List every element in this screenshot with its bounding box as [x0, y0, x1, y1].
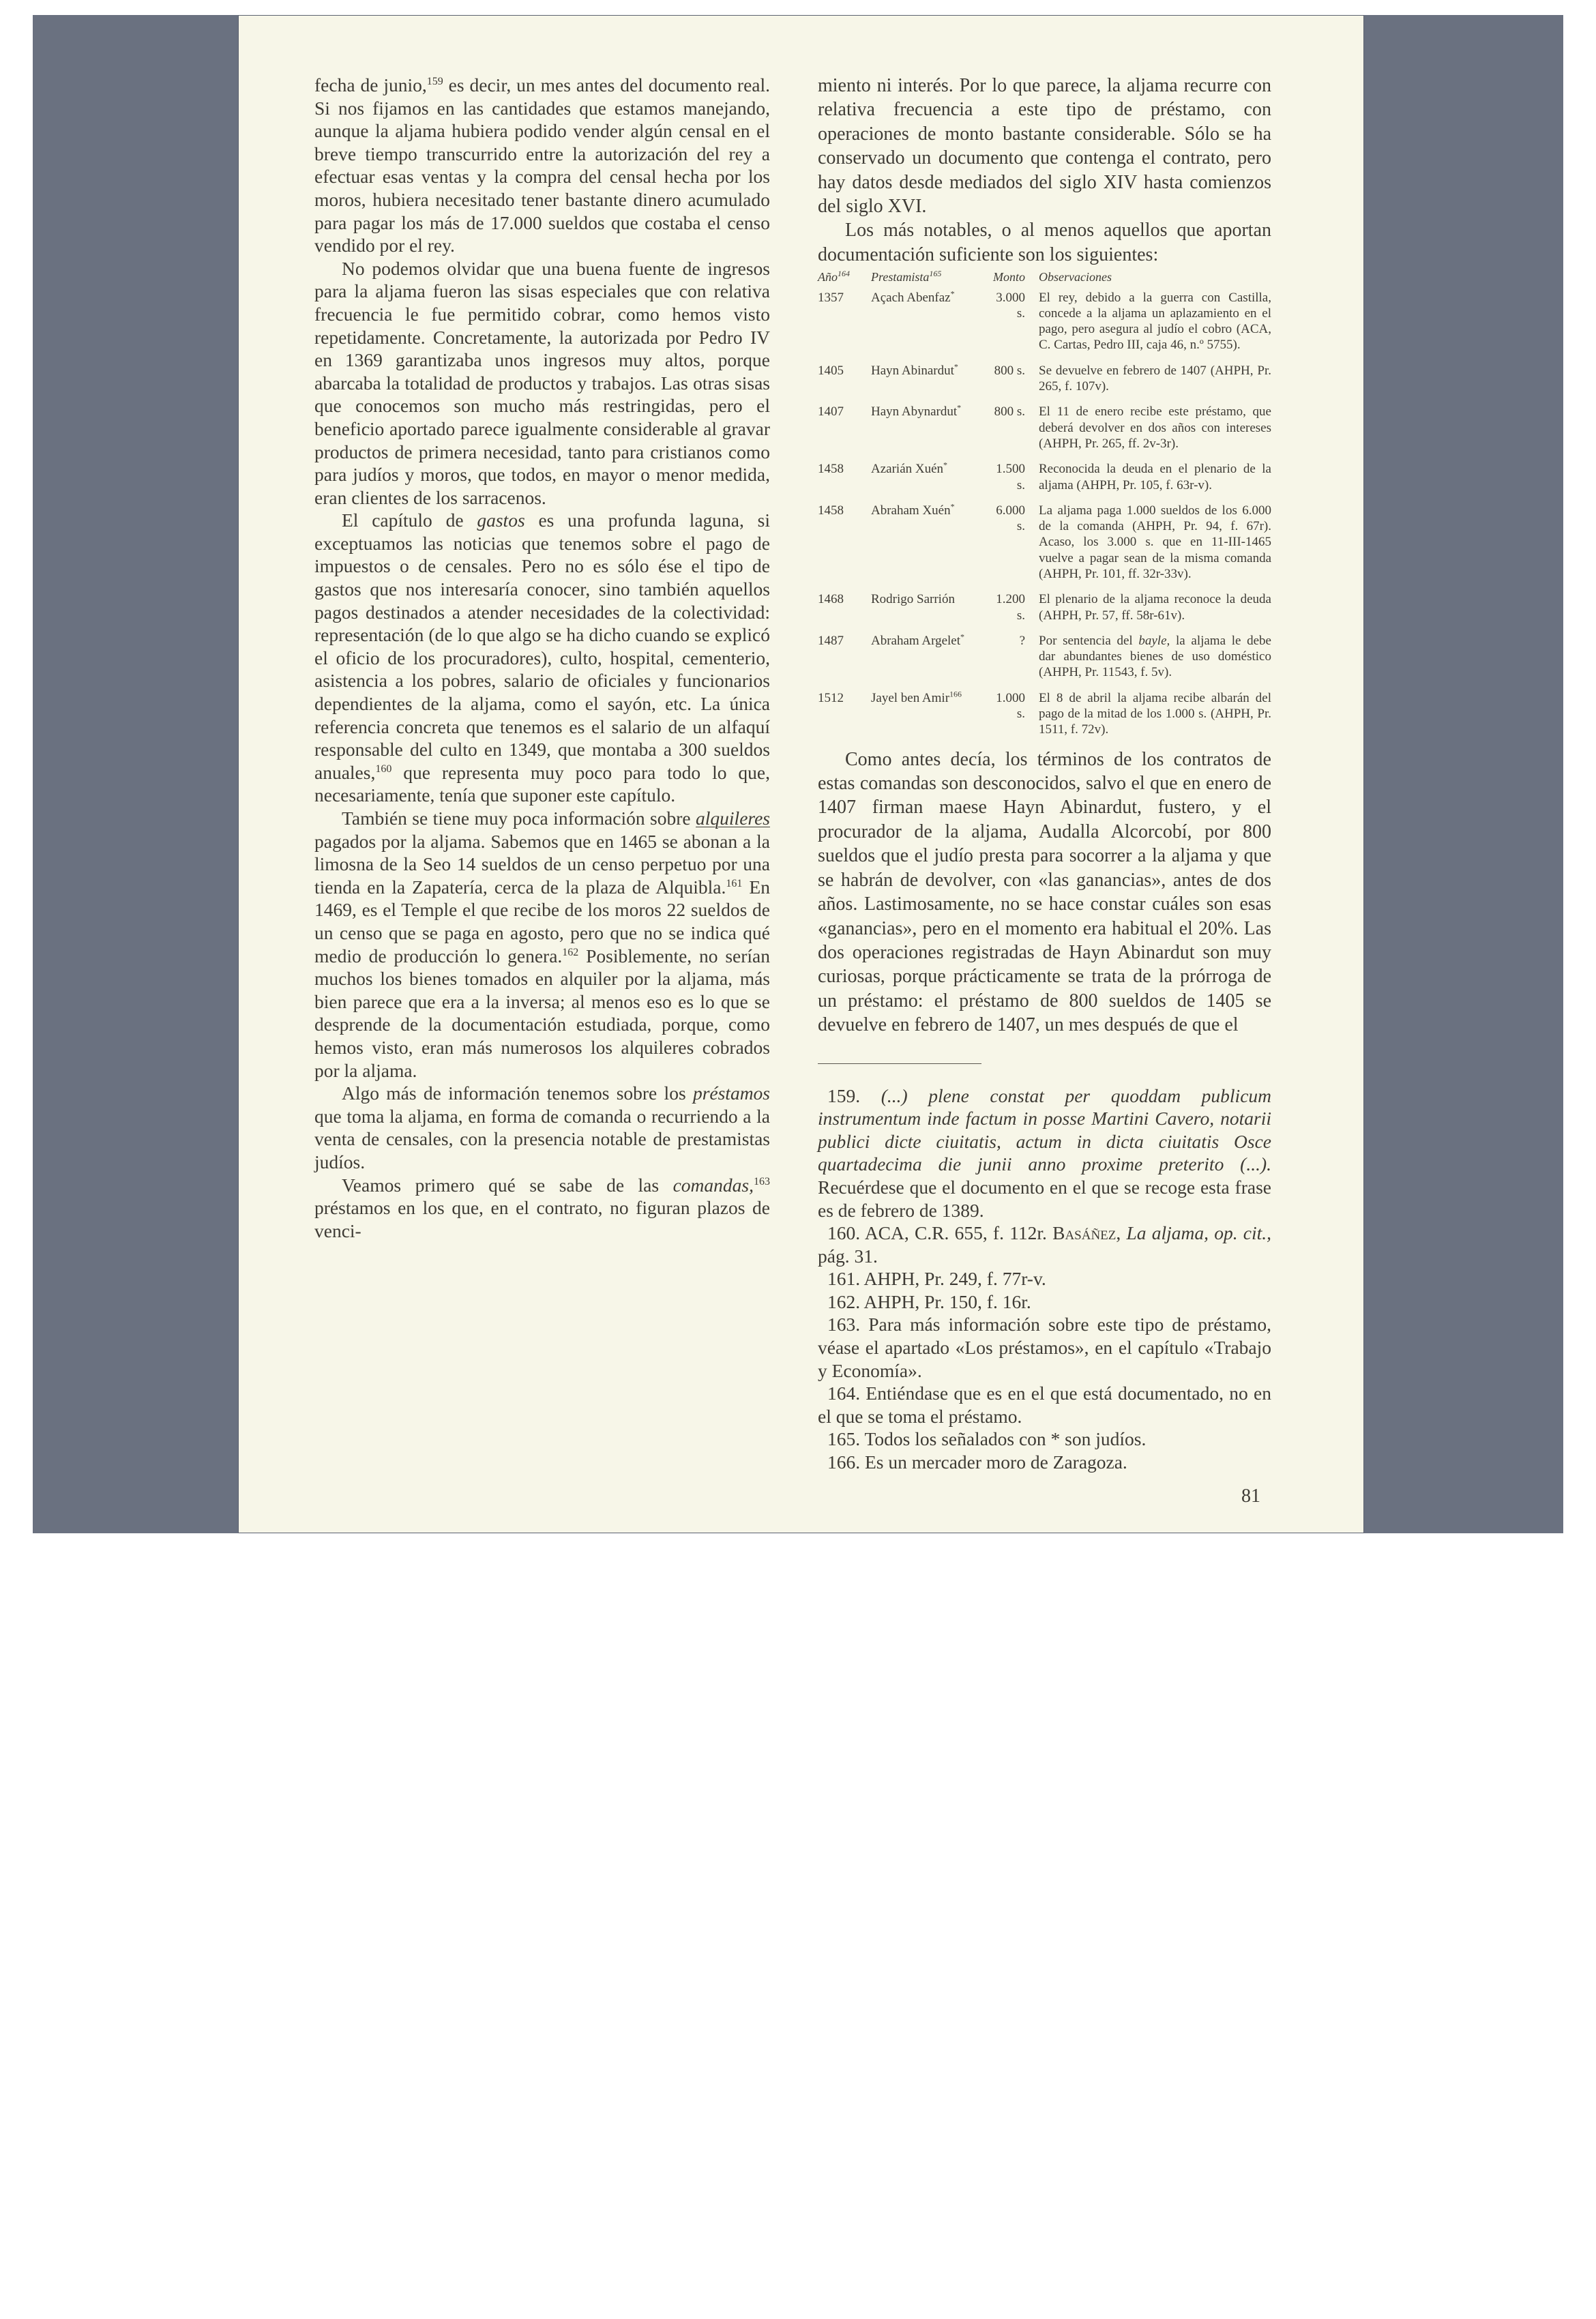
left-column [314, 74, 770, 1242]
footnote: 165. Todos los señalados con * son judíos. [827, 1428, 1147, 1450]
paragraph: No podemos olvidar que una buena fuente de ingresos para la aljama fueron las sisas especiales que con relativa frecuencia le fue permitido cobrar, como hemos visto repetidamente. Concretamente, la autorizada por Pedro IV en 1369 garantizaba unos ingresos muy altos, porque abarcaba la totalidad de productos y trabajos. Las otras sisas que conocemos son mucho más restringidas, pero el beneficio aportado parece igualmente considerable al gravar productos de primera necesidad, tanto para cristianos como para judíos y moros, que todos, en mayor o menor medida, eran clientes de los sarracenos. [314, 257, 770, 508]
col-header-year: Año$^{164}$ [818, 269, 850, 284]
table-row: 1458 Abraham Xuén* 6.000 s. La aljama paga 1.000 sueldos de los 6.000 de la comanda (AHPH, Pr. 94, f. 67r). Acaso, los 3.000 s. que en 11-III-1465 vuelve a pagar sean de la misma comanda (AHPH, Pr. 101, ff. 32r-33v). [818, 501, 1271, 581]
table-header-row [818, 269, 1271, 289]
footnote: 160. ACA, C.R. 655, f. 112r. Basáñez, La aljama, op. cit., pág. 31. [818, 1222, 1272, 1267]
table-row: 1487 Abraham Argelet* ? Por sentencia del bayle, la aljama le debe dar abundantes bienes de uso doméstico (AHPH, Pr. 11543, f. 5v). [818, 632, 1271, 680]
footnote: 164. Entiéndase que es en el que está documentado, no en el que se toma el préstamo. [818, 1383, 1271, 1427]
table-row: 1407 Hayn Abynardut* 800 s. El 11 de enero recibe este préstamo, que deberá devolver en dos años con intereses (AHPH, Pr. 265, ff. 2v-3r). [818, 403, 1271, 451]
col-header-lender: Prestamista$^{165}$ [871, 269, 942, 284]
paragraph: fecha de junio,$^{159}$ es decir, un mes antes del documento real. Si nos fijamos en las cantidades que estamos manejando, aunque la aljama hubiera podido vender algún censal en el breve tiempo transcurrido entre la autorización del rey a efectuar esas ventas y la compra del censal hecha por los moros, hubiera necesitado tener bastante dinero acumulado para pagar los más de 17.000 sueldos que costaba el censo vendido por el rey. [314, 74, 770, 256]
footnote: 161. AHPH, Pr. 249, f. 77r-v. [827, 1268, 1046, 1290]
col-header-notes: Observaciones [1039, 270, 1112, 284]
paragraph: Los más notables, o al menos aquellos que aportan documentación suficiente son los siguientes: [818, 220, 1271, 265]
page-number: 81 [1241, 1486, 1260, 1507]
paragraph: El capítulo de gastos es una profunda laguna, si exceptuamos las noticias que tenemos sobre el pago de impuestos o de censales. Pero no es sólo ése el tipo de gastos que nos interesaría conocer, sino también aquellos pagos destinados a atender necesidades de la colectividad: representación (de lo que algo se ha dicho cuando se explicó el oficio de los procuradores), culto, hospital, cementerio, asistencia a los pobres, salario de oficiales y funcionarios dependientes de la aljama, como el sayón, etc. La única referencia concreta que tenemos es el salario de un alfaquí responsable del culto en 1349, que montaba a 300 sueldos anuales,$^{160}$ que representa muy poco para todo lo que, necesariamente, tenía que suponer este capítulo. [314, 509, 771, 806]
table-row: 1357 Açach Abenfaz* 3.000 s. El rey, debido a la guerra con Castilla, concede a la aljama un aplazamiento en el pago, pero asegura al judío el cobro (ACA, C. Cartas, Pedro III, caja 46, n.º 5755). [818, 289, 1271, 353]
footnote-ref: 163 [754, 1175, 770, 1187]
loans-table [818, 269, 1271, 747]
footnote: 162. AHPH, Pr. 150, f. 16r. [827, 1290, 1031, 1312]
paragraph: miento ni interés. Por lo que parece, la aljama recurre con relativa frecuencia a este tipo de préstamo, con operaciones de monto bastante considerable. Sólo se ha conservado un documento que contenga el contrato, pero hay datos desde mediados del siglo XIV hasta comienzos del siglo XVI. [818, 75, 1271, 218]
footnote: 166. Es un mercader moro de Zaragoza. [827, 1451, 1127, 1473]
paragraph: Veamos primero qué se sabe de las comandas,$^{163}$ préstamos en los que, en el contrato, no figuran plazos de venci- [314, 1174, 770, 1241]
right-column [818, 74, 1271, 1474]
footnotes [818, 1084, 1271, 1474]
footnote-ref: 161 [726, 877, 743, 889]
footnote-ref: 162 [562, 946, 579, 958]
footnote-divider [818, 1063, 981, 1064]
col-header-amount: Monto [993, 270, 1025, 284]
paragraph: Como antes decía, los términos de los contratos de estas comandas son desconocidos, salvo el que en enero de 1407 firman maese Hayn Abinardut, fustero, y el procurador de la aljama, Audalla Alcorcobí, por 800 sueldos que el judío presta para socorrer a la aljama y que se habrán de devolver, con «las ganancias», antes de dos años. Lastimosamente, no se hace constar cuáles son esas «ganancias», pero en el momento era habitual el 20%. Las dos operaciones registradas de Hayn Abinardut son muy curiosas, porque prácticamente se trata de la prórroga de un préstamo: el préstamo de 800 sueldos de 1405 se devuelve en febrero de 1407, un mes después de que el [818, 748, 1271, 1036]
footnote-ref: 159 [426, 75, 443, 87]
footnote-ref: 160 [375, 763, 392, 775]
table-row: 1468 Rodrigo Sarrión 1.200 s. El plenario de la aljama reconoce la deuda (AHPH, Pr. 57, ff. 58r-61v). [818, 592, 1271, 623]
paragraph: También se tiene muy poca información sobre alquileres pagados por la aljama. Sabemos que en 1465 se abonan a la limosna de la Seo 14 sueldos de un censo perpetuo por una tienda en la Zapatería, cerca de la plaza de Alquibla.$^{161}$ En 1469, es el Temple el que recibe de los moros 22 sueldos de un censo que se paga en agosto, pero que no se indica qué medio de producción lo genera.$^{162}$ Posiblemente, no serían muchos los bienes tomados en alquiler por la aljama, más bien parece que era a la inversa; al menos eso es lo que se desprende de la documentación estudiada, porque, como hemos visto, eran más numerosos los alquileres cobrados por la aljama. [314, 808, 770, 1081]
paragraph: Algo más de información tenemos sobre los préstamos que toma la aljama, en forma de comanda o recurriendo a la venta de censales, con la presencia notable de prestamistas judíos. [314, 1082, 770, 1172]
footnote: 163. Para más información sobre este tipo de préstamo, véase el apartado «Los préstamos», en el capítulo «Trabajo y Economía». [818, 1314, 1272, 1381]
table-row: 1458 Azarián Xuén* 1.500 s. Reconocida la deuda en el plenario de la aljama (AHPH, Pr. 105, f. 63r-v). [818, 460, 1271, 492]
table-row: 1405 Hayn Abinardut* 800 s. Se devuelve en febrero de 1407 (AHPH, Pr. 265, f. 107v). [818, 361, 1271, 394]
table-row: 1512 Jayel ben Amir$^{166}$ 1.000 s. El 8 de abril la aljama recibe albarán del pago de la mitad de los 1.000 s. (AHPH, Pr. 1511, f. 72v). [818, 689, 1271, 737]
footnote: 159. (...) plene constat per quoddam publicum instrumentum inde factum in posse Martini Cavero, notarii publici dicte ciuitatis, actum in dicta ciuitatis Osce quartadecima die junii anno proxime preterito (...). Recuérdese que el documento en el que se recoge esta frase es de febrero de 1389. [818, 1084, 1272, 1221]
